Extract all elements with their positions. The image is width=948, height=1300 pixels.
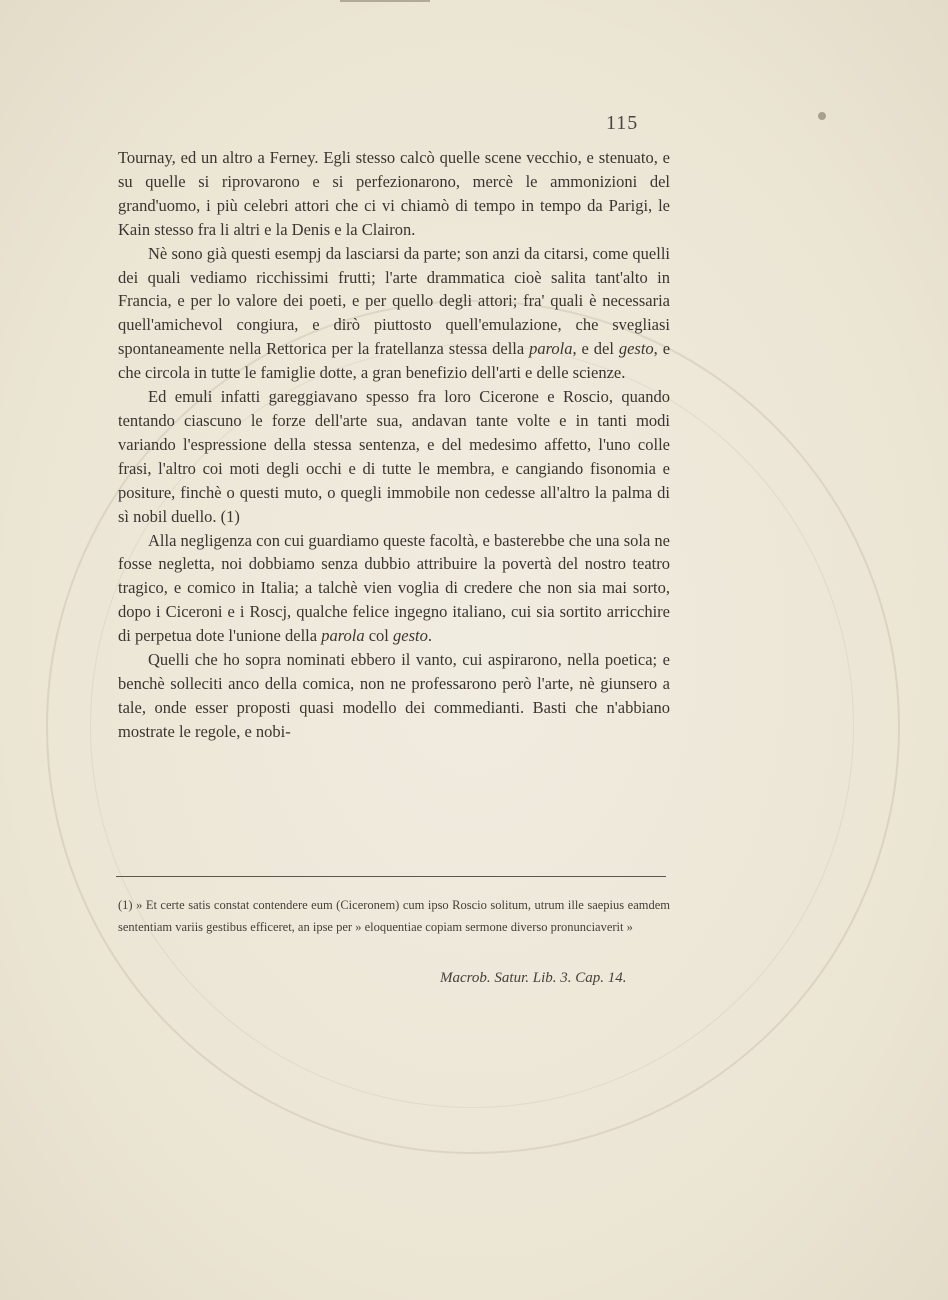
text-run: Alla negligenza con cui guardiamo queste facoltà, e basterebbe che una sola ne fosse negletta, noi dobbiamo senza dubbio attribuire la povertà del nostro teatro tragico, e comico in Italia; a talchè vien voglia di credere che non sia mai sorto, dopo i Ciceroni e i Roscj, qualche felice ingegno italiano, cui sia sortito arricchire di perpetua dote l'unione della <box>118 530 670 646</box>
footnote-rule <box>116 876 666 877</box>
text-run: . <box>427 626 432 646</box>
text-run: Tournay, ed un altro a Ferney. Egli stesso calcò quelle scene vecchio, e stenuato, e su quelle si riprovarono e si perfezionarono, mercè le ammonizioni del grand'uomo, i più celebri attori che ci vi chiamò di tempo in tempo da Parigi, le Kain stesso fra li altri e la Denis e la Clairon. <box>118 148 670 239</box>
main-text <box>118 146 670 744</box>
paragraph <box>118 529 670 649</box>
page-edge-mark <box>340 0 430 2</box>
italic-word: parola <box>321 626 365 646</box>
italic-word: parola <box>529 339 573 359</box>
text-run: Quelli che ho sopra nominati ebbero il vanto, cui aspirarono, nella poetica; e benchè solleciti anco della comica, non ne professarono però l'arte, nè giunsero a tale, onde esser proposti quasi modello dei commedianti. Basti che n'abbiano mostrate le regole, e nobi- <box>118 650 670 741</box>
page-number: 115 <box>606 112 639 134</box>
text-run: Nè sono già questi esempj da lasciarsi da parte; son anzi da citarsi, come quelli dei quali vediamo ricchissimi frutti; l'arte drammatica cioè salita tant'alto in Francia, e per lo valore dei poeti, e per quello degli attori; fra' quali è necessaria quell'amichevol congiura, e dirò piuttosto quell'emulazione, che svegliasi spontaneamente nella Rettorica per la fratellanza stessa della <box>118 243 670 359</box>
footnote <box>118 894 670 938</box>
text-run: col <box>364 626 394 646</box>
text-run: , e del <box>572 339 619 359</box>
paragraph <box>118 648 670 744</box>
ink-spot <box>818 112 826 120</box>
paragraph <box>118 385 670 528</box>
footnote-text: (1) » Et certe satis constat contendere eum (Ciceronem) cum ipso Roscio solitum, utrum ille saepius eamdem sententiam variis gestibus efficeret, an ipse per » eloquentiae copiam sermone diverso pronunciaverit » <box>118 898 670 934</box>
paragraph <box>118 146 670 242</box>
italic-word: gesto <box>393 626 428 646</box>
footnote-citation: Macrob. Satur. Lib. 3. Cap. 14. <box>440 970 627 986</box>
text-run: Ed emuli infatti gareggiavano spesso fra loro Cicerone e Roscio, quando tentando ciascuno le forze dell'arte sua, andavan tante volte e in tanti modi variando l'espressione della stessa sentenza, e del medesimo affetto, l'uno colle frasi, l'altro coi moti degli occhi e di tutte le membra, e cangiando fisonomia e positure, finchè o questi muto, o quegli immobile non cedesse all'altro la palma di sì nobil duello. (1) <box>118 387 670 526</box>
text-run: , e che circola in tutte le famiglie dotte, a gran benefizio dell'arti e delle scienze. <box>118 339 671 383</box>
italic-word: gesto <box>618 339 654 359</box>
paragraph <box>118 242 670 385</box>
